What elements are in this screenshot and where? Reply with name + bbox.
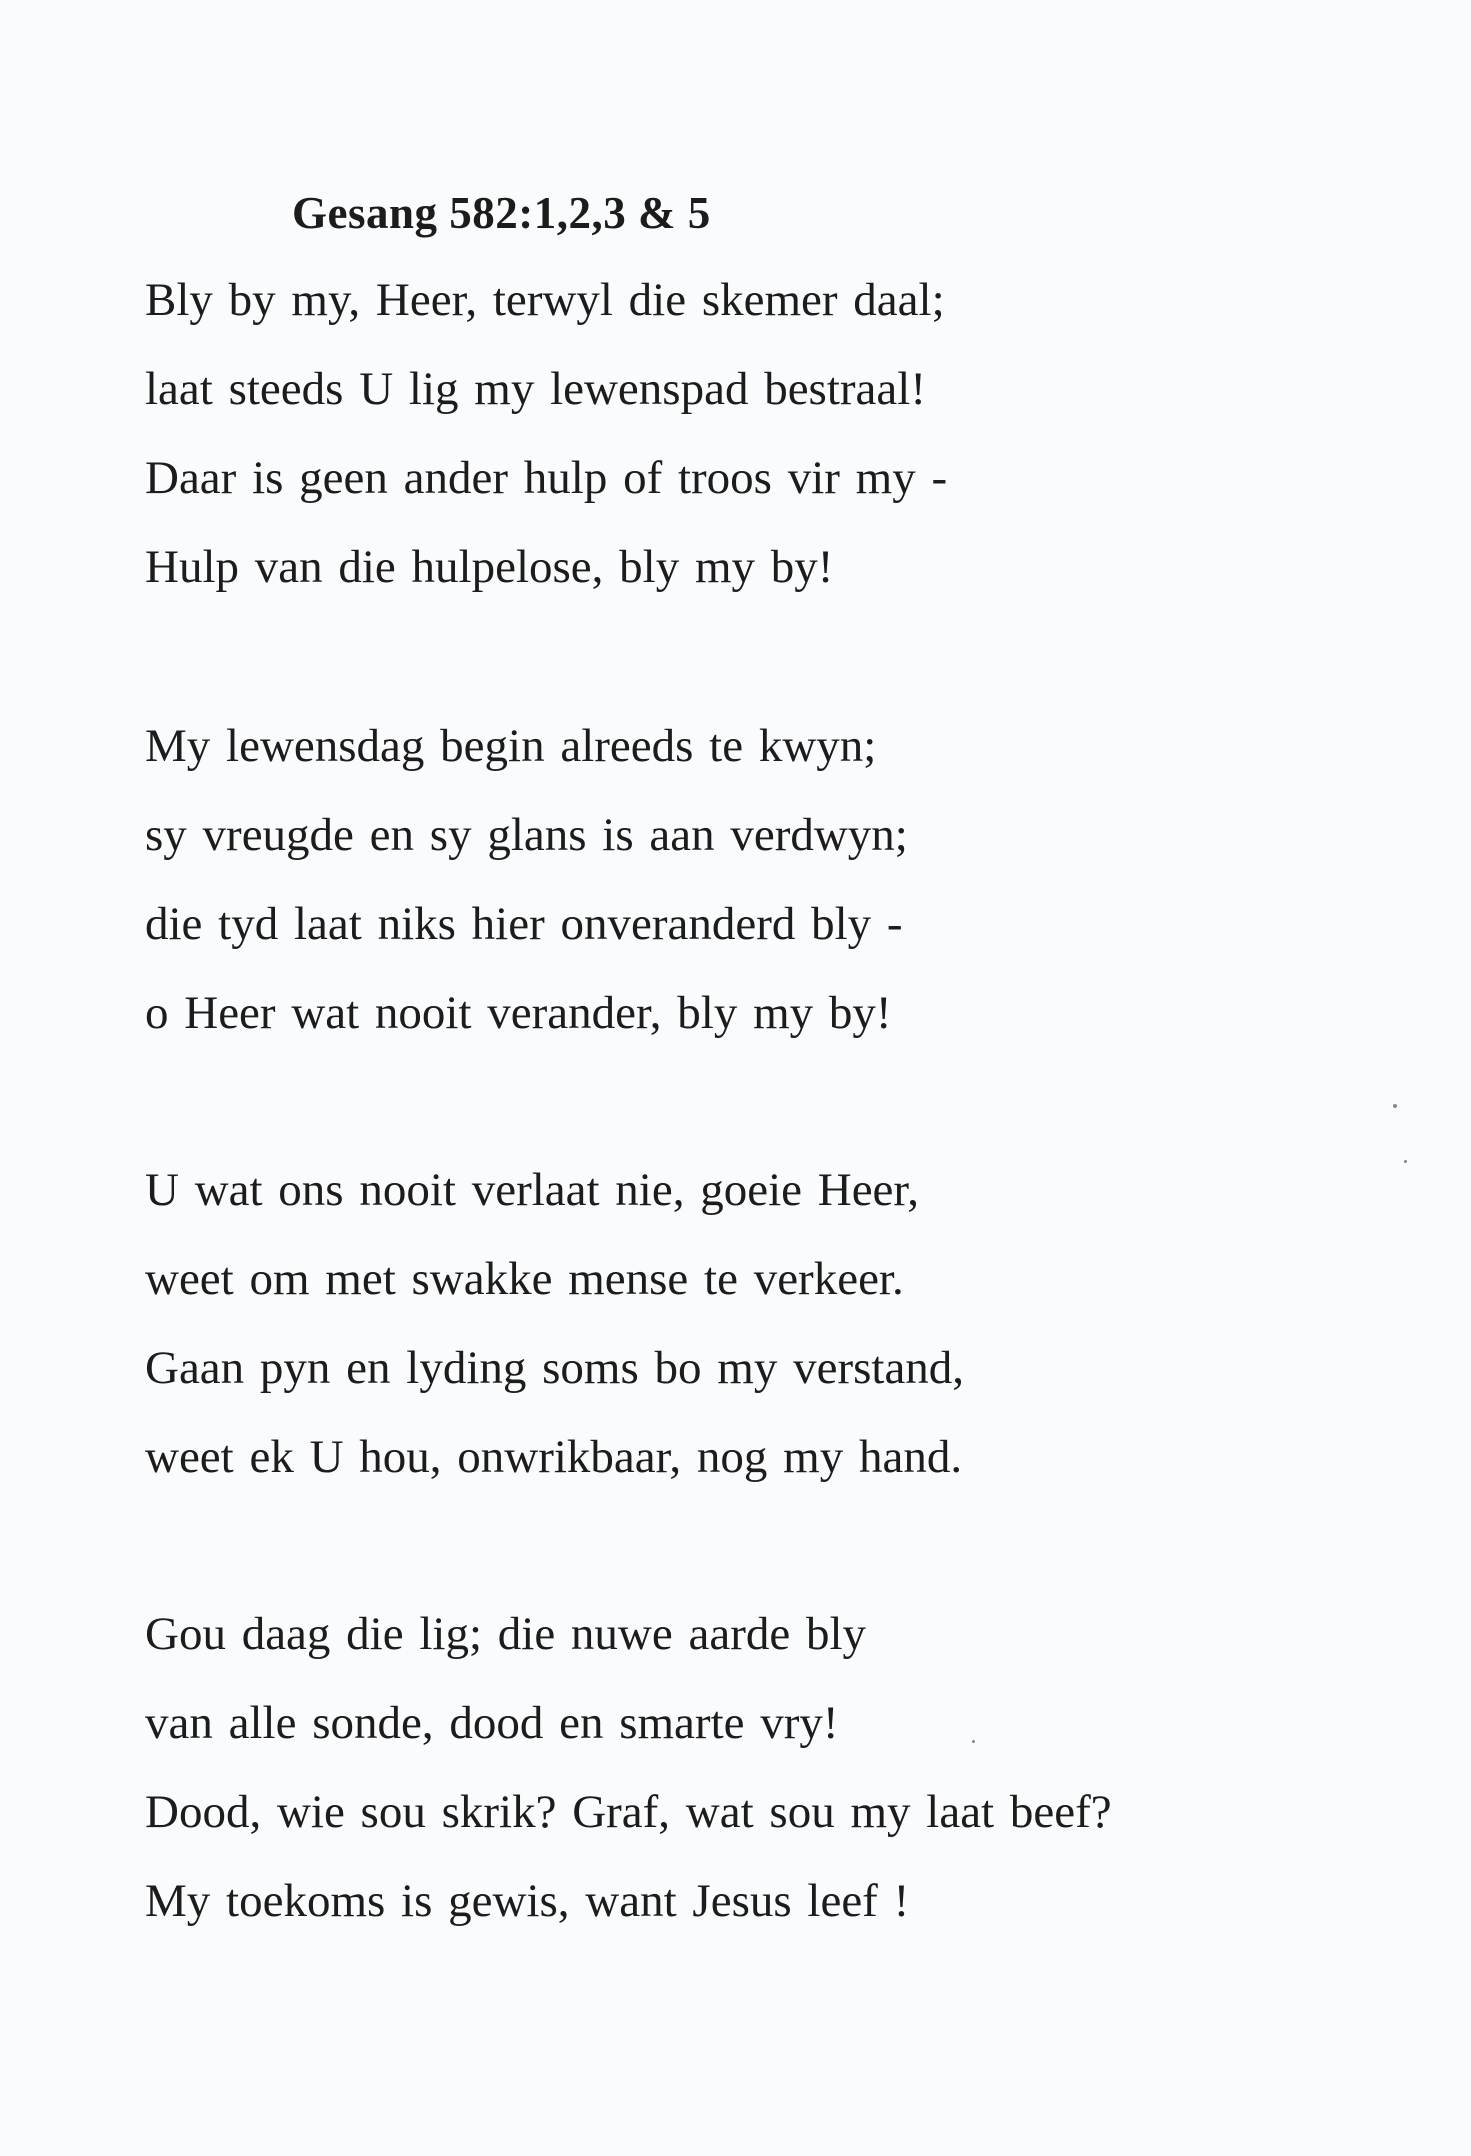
- stanza-line: o Heer wat nooit verander, bly my by!: [145, 987, 892, 1039]
- stanza-line: Daar is geen ander hulp of troos vir my -: [145, 452, 948, 504]
- stanza-line: weet om met swakke mense te verkeer.: [145, 1253, 904, 1305]
- stanza-line: Dood, wie sou skrik? Graf, wat sou my laat beef?: [145, 1786, 1112, 1838]
- stanza-line: weet ek U hou, onwrikbaar, nog my hand.: [145, 1431, 963, 1483]
- stanza-line: My lewensdag begin alreeds te kwyn;: [145, 720, 877, 772]
- stanza-line: Bly by my, Heer, terwyl die skemer daal;: [145, 274, 945, 326]
- stanza-line: My toekoms is gewis, want Jesus leef !: [145, 1875, 910, 1927]
- scan-speck: [1393, 1104, 1397, 1108]
- stanza-line: sy vreugde en sy glans is aan verdwyn;: [145, 809, 908, 861]
- stanza-3: [145, 1146, 964, 1502]
- stanza-2: [145, 702, 908, 1058]
- stanza-line: die tyd laat niks hier onveranderd bly -: [145, 898, 903, 950]
- hymn-title: Gesang 582:1,2,3 & 5: [292, 188, 711, 238]
- stanza-1: [145, 256, 947, 612]
- stanza-4: [145, 1590, 1112, 1946]
- stanza-line: Hulp van die hulpelose, bly my by!: [145, 541, 834, 593]
- scan-speck: [972, 1740, 975, 1743]
- stanza-line: van alle sonde, dood en smarte vry!: [145, 1697, 839, 1749]
- scan-speck: [1404, 1160, 1407, 1163]
- stanza-line: laat steeds U lig my lewenspad bestraal!: [145, 363, 926, 415]
- stanza-line: Gaan pyn en lyding soms bo my verstand,: [145, 1342, 965, 1394]
- stanza-line: Gou daag die lig; die nuwe aarde bly: [145, 1608, 867, 1660]
- stanza-line: U wat ons nooit verlaat nie, goeie Heer,: [145, 1164, 919, 1216]
